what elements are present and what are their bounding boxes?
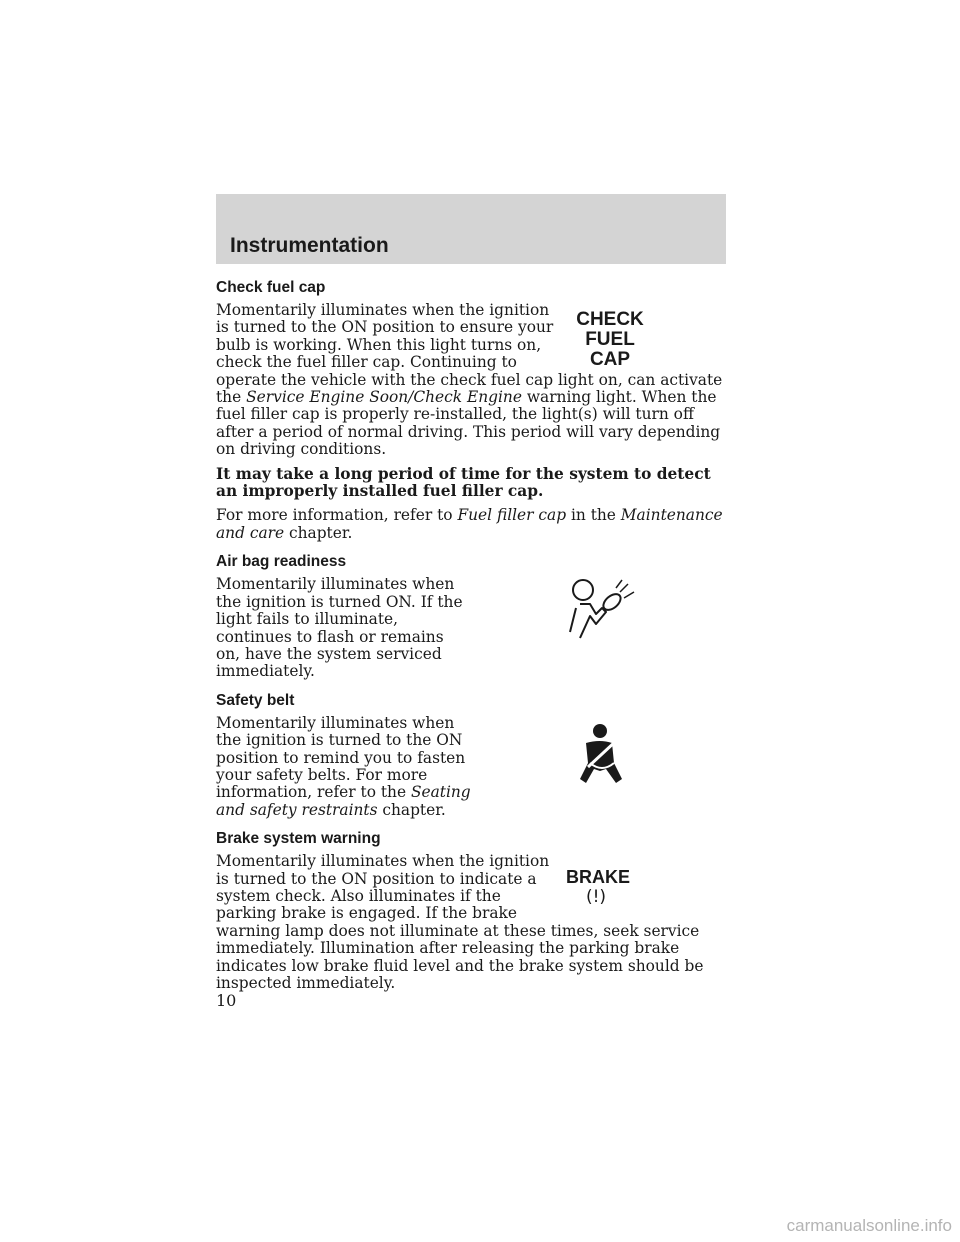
section-body: Momentarily illuminates when the ignition is turned ON. If the light fails to illuminate, continues to flash or remains on, have the system serviced immediately.	[216, 575, 463, 681]
section-body: Momentarily illuminates when the ignition is turned to the ON position to ensure your bulb is working. When this light turns on, check the fuel filler cap. Continuing to operate the vehicle with the check fuel cap light on, can activate the Service Engine Soon/Check Engine warning light. When the fuel filler cap is properly re-installed, the light(s) will turn off after a period of normal driving. This period will vary depending on driving conditions.	[216, 301, 723, 459]
reference-text: For more information, refer to Fuel filler cap in the Maintenance and care chapter.	[216, 506, 723, 542]
brake-warning-icon: BRAKE (!)	[566, 867, 631, 908]
section-body: Momentarily illuminates when the ignition is turned to the ON position to remind you to fasten your safety belts. For more information, refer to the Seating and safety restraints chapter.	[216, 713, 471, 819]
section-heading: Brake system warning	[216, 830, 381, 848]
page-number: 10	[216, 991, 237, 1010]
chapter-title: Instrumentation	[230, 234, 389, 257]
bold-note: It may take a long period of time for the system to detect an improperly installed fuel filler cap.	[216, 464, 711, 501]
section-body: Momentarily illuminates when the ignition is turned to the ON position to indicate a system check. Also illuminates if the parking brake is engaged. If the brake warning lamp does not illuminate at these times, seek service immediately. Illumination after releasing the parking brake indicates low brake fluid level and the brake system should be inspected immediately.	[216, 852, 704, 992]
airbag-occupant-icon	[566, 578, 638, 644]
section-check-fuel-cap	[216, 278, 726, 542]
section-heading: Air bag readiness	[216, 553, 347, 571]
chapter-header	[216, 194, 726, 264]
section-heading: Check fuel cap	[216, 279, 326, 296]
seatbelt-icon	[576, 723, 628, 791]
section-air-bag-readiness	[216, 552, 726, 680]
page-content	[216, 278, 726, 999]
watermark: carmanualsonline.info	[786, 1216, 952, 1235]
check-fuel-cap-icon: CHECK FUEL CAP	[576, 309, 644, 370]
section-heading: Safety belt	[216, 691, 295, 709]
section-brake-system-warning	[216, 829, 726, 992]
section-safety-belt	[216, 691, 726, 819]
